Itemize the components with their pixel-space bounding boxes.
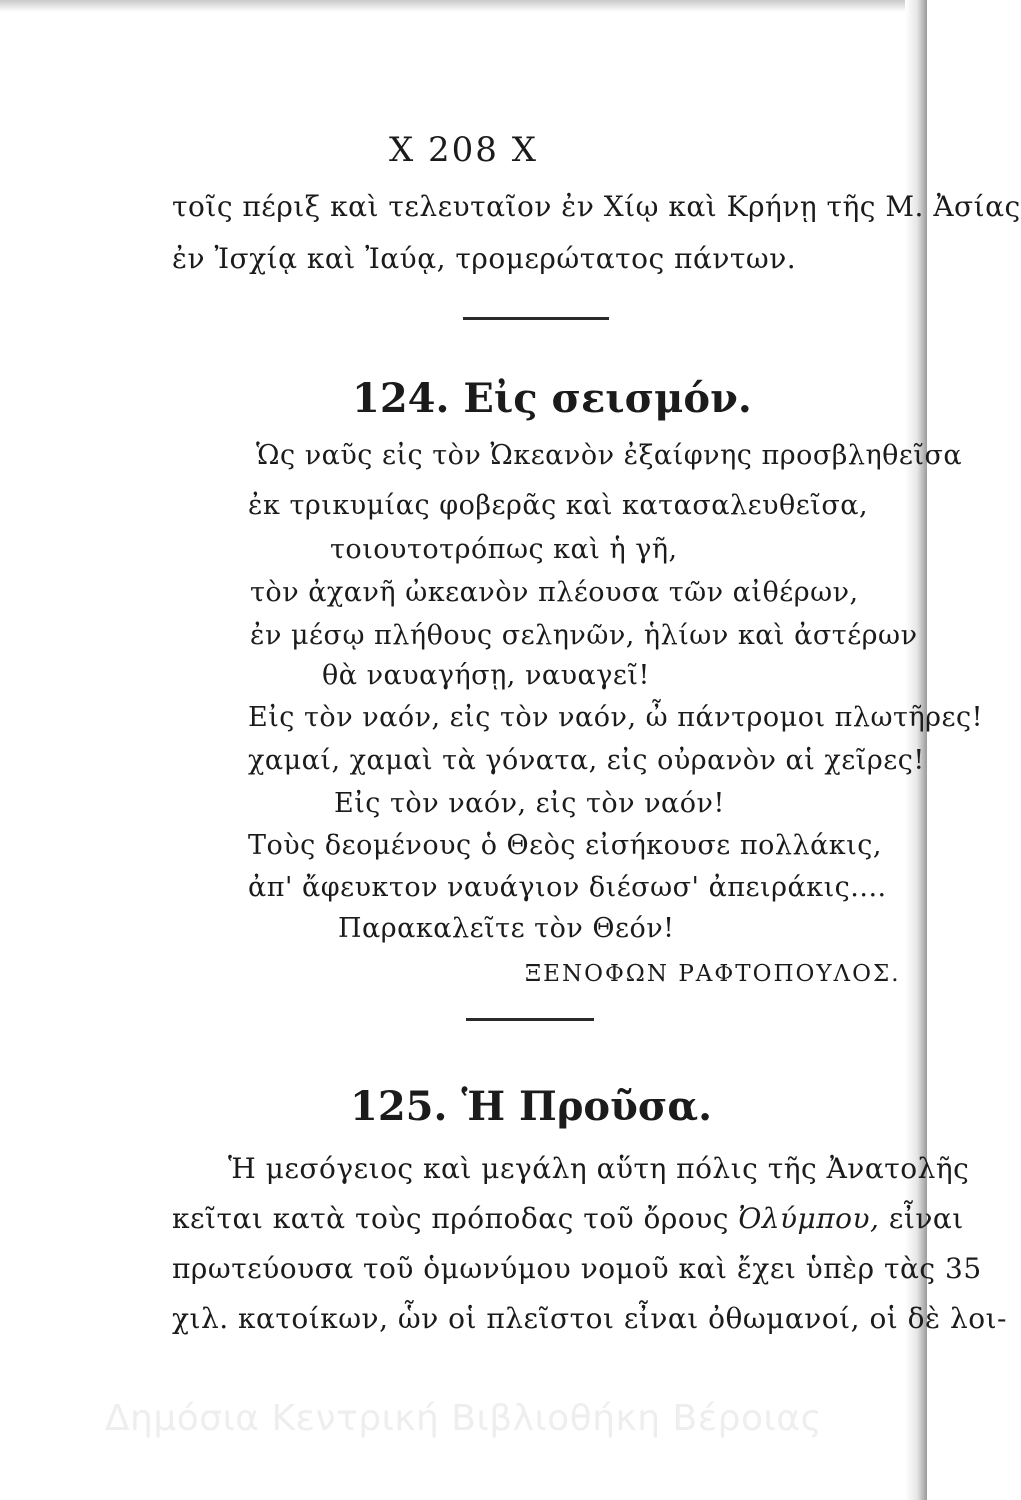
poem-heading: 124. Εἰς σεισμόν.: [352, 375, 752, 422]
poem-line-6: θὰ ναυαγήσῃ, ναυαγεῖ!: [322, 660, 650, 691]
place-name-olympus: Ὀλύμπου,: [738, 1202, 880, 1235]
poem-line-7: Εἰς τὸν ναόν, εἰς τὸν ναόν, ὦ πάντρομοι πλωτῆρες!: [248, 702, 983, 733]
article-heading: 125. Ἡ Προῦσα.: [350, 1083, 713, 1130]
poem-line-1: Ὡς ναῦς εἰς τὸν Ὠκεανὸν ἐξαίφνης προσβληθεῖσα: [256, 440, 963, 471]
poem-line-3: τοιουτοτρόπως καὶ ἡ γῆ,: [330, 534, 678, 565]
poem-line-11: ἀπ' ἄφευκτον ναυάγιον διέσωσ' ἀπειράκις....: [248, 872, 887, 903]
poem-author: ΞΕΝΟΦΩΝ ΡΑΦΤΟΠΟΥΛΟΣ.: [525, 961, 901, 987]
continuation-line-1: τοῖς πέριξ καὶ τελευταῖον ἐν Χίῳ καὶ Κρήνῃ τῆς Μ. Ἀσίας: [172, 190, 1021, 223]
section-divider-2: [466, 1018, 594, 1021]
library-watermark: Δημόσια Κεντρική Βιβλιοθήκη Βέροιας: [104, 1398, 823, 1439]
poem-line-12: Παρακαλεῖτε τὸν Θεόν!: [338, 913, 675, 944]
poem-line-2: ἐκ τρικυμίας φοβερᾶς καὶ κατασαλευθεῖσα,: [248, 490, 869, 521]
page-number: Χ 208 Χ: [389, 130, 538, 170]
article-line-2-text: κεῖται κατὰ τοὺς πρόποδας τοῦ ὄρους: [172, 1202, 729, 1235]
poem-line-9: Εἰς τὸν ναόν, εἰς τὸν ναόν!: [334, 788, 725, 819]
poem-line-8: χαμαί, χαμαὶ τὰ γόνατα, εἰς οὐρανὸν αἱ χεῖρες!: [248, 745, 925, 776]
article-line-3: πρωτεύουσα τοῦ ὁμωνύμου νομοῦ καὶ ἔχει ὑπὲρ τὰς 35: [172, 1252, 982, 1285]
poem-line-10: Τοὺς δεομένους ὁ Θεὸς εἰσήκουσε πολλάκις,: [248, 830, 882, 861]
continuation-line-2: ἐν Ἰσχίᾳ καὶ Ἰαύᾳ, τρομερώτατος πάντων.: [172, 242, 797, 275]
article-line-2-end: εἶναι: [888, 1202, 964, 1235]
article-line-1: Ἡ μεσόγειος καὶ μεγάλη αὕτη πόλις τῆς Ἀνατολῆς: [228, 1152, 970, 1185]
poem-line-4: τὸν ἀχανῆ ὠκεανὸν πλέουσα τῶν αἰθέρων,: [250, 577, 859, 608]
scan-edge-top: [0, 0, 927, 12]
section-divider: [463, 317, 609, 320]
poem-line-5: ἐν μέσῳ πλήθους σεληνῶν, ἡλίων καὶ ἀστέρων: [250, 620, 918, 651]
article-line-4: χιλ. κατοίκων, ὧν οἱ πλεῖστοι εἶναι ὀθωμανοί, οἱ δὲ λοι-: [172, 1302, 1008, 1335]
article-line-2: [172, 1202, 964, 1235]
